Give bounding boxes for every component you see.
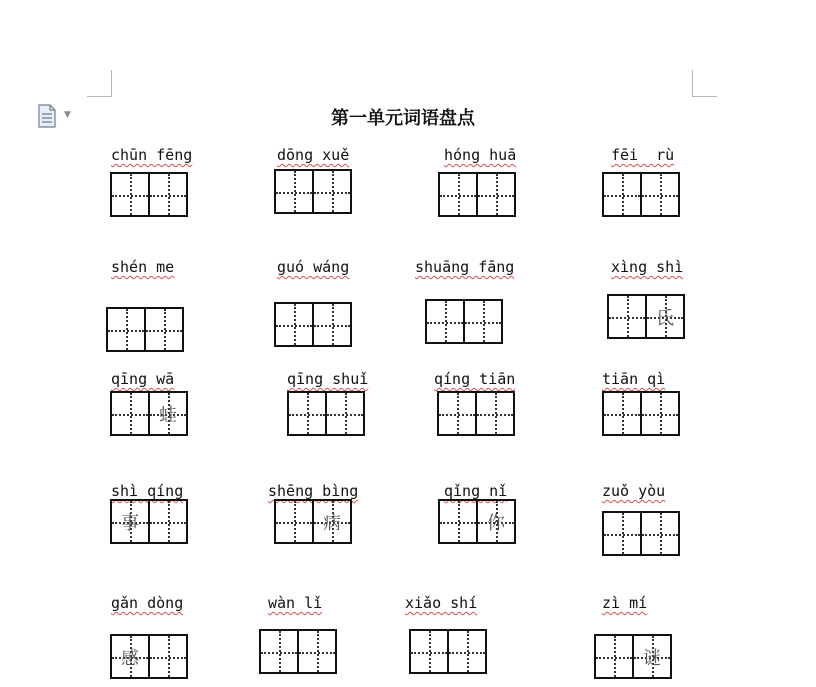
tian-ge-cell[interactable] (440, 501, 476, 542)
pinyin-label: shuāng fāng (415, 258, 515, 276)
writing-grid[interactable] (594, 634, 672, 679)
tian-ge-cell[interactable] (440, 174, 476, 215)
tian-ge-cell[interactable] (427, 301, 463, 342)
pinyin-label: qíng tiān (434, 370, 516, 388)
pinyin-label: zì mí (602, 594, 648, 612)
tian-ge-cell[interactable] (596, 636, 632, 677)
pinyin-label: hóng huā (444, 146, 517, 164)
page-title: 第一单元词语盘点 (331, 108, 475, 129)
tian-ge-cell[interactable] (289, 393, 325, 434)
page-corner-mark-right (692, 70, 717, 97)
tian-ge-cell[interactable] (148, 174, 186, 215)
page-corner-mark-left (87, 70, 112, 97)
tian-ge-cell[interactable] (475, 393, 513, 434)
writing-grid[interactable] (110, 391, 188, 436)
tian-ge-cell[interactable] (312, 171, 350, 212)
tian-ge-cell[interactable] (604, 513, 640, 554)
writing-grid[interactable] (409, 629, 487, 674)
tian-ge-cell[interactable] (112, 501, 148, 542)
filled-character: 事 (121, 512, 139, 534)
filled-character: 感 (121, 647, 139, 669)
filled-character: 氏 (656, 307, 674, 329)
pinyin-label: guó wáng (277, 258, 350, 276)
pinyin-label: qīng wā (111, 370, 175, 388)
tian-ge-cell[interactable] (325, 393, 363, 434)
writing-grid[interactable] (438, 172, 516, 217)
filled-character: 病 (323, 512, 341, 534)
tian-ge-cell[interactable] (447, 631, 485, 672)
tian-ge-cell[interactable] (276, 171, 312, 212)
tian-ge-cell[interactable] (640, 393, 678, 434)
tian-ge-cell[interactable] (112, 174, 148, 215)
pinyin-label: qǐng nǐ (444, 482, 508, 500)
tian-ge-cell[interactable] (276, 501, 312, 542)
pinyin-label: shì qíng (111, 482, 184, 500)
writing-grid[interactable] (110, 499, 188, 544)
writing-grid[interactable] (106, 307, 184, 352)
writing-grid[interactable] (259, 629, 337, 674)
writing-grid[interactable] (437, 391, 515, 436)
writing-grid[interactable] (438, 499, 516, 544)
tian-ge-cell[interactable] (604, 174, 640, 215)
pinyin-label: dōng xuě (277, 146, 350, 164)
pinyin-label: shén me (111, 258, 175, 276)
pinyin-label: xìng shì (611, 258, 684, 276)
writing-grid[interactable] (602, 391, 680, 436)
tian-ge-cell[interactable] (640, 513, 678, 554)
tian-ge-cell[interactable] (144, 309, 182, 350)
pinyin-label: gǎn dòng (111, 594, 184, 612)
writing-grid[interactable] (274, 302, 352, 347)
pinyin-label: wàn lǐ (268, 594, 323, 612)
pinyin-label: zuǒ yòu (602, 482, 666, 500)
pinyin-label: qīng shuǐ (287, 370, 369, 388)
tian-ge-cell[interactable] (276, 304, 312, 345)
tian-ge-cell[interactable] (148, 501, 186, 542)
writing-grid[interactable] (425, 299, 503, 344)
tian-ge-cell[interactable] (108, 309, 144, 350)
tian-ge-cell[interactable] (476, 501, 514, 542)
tian-ge-cell[interactable] (148, 636, 186, 677)
tian-ge-cell[interactable] (112, 636, 148, 677)
tian-ge-cell[interactable] (112, 393, 148, 434)
tian-ge-cell[interactable] (297, 631, 335, 672)
writing-grid[interactable] (287, 391, 365, 436)
tian-ge-cell[interactable] (632, 636, 670, 677)
filled-character: 你 (487, 512, 505, 534)
tian-ge-cell[interactable] (609, 296, 645, 337)
tian-ge-cell[interactable] (640, 174, 678, 215)
pinyin-label: fēi rù (611, 146, 675, 164)
filled-character: 谜 (643, 647, 661, 669)
writing-grid[interactable] (274, 169, 352, 214)
tian-ge-cell[interactable] (261, 631, 297, 672)
tian-ge-cell[interactable] (148, 393, 186, 434)
tian-ge-cell[interactable] (411, 631, 447, 672)
tian-ge-cell[interactable] (476, 174, 514, 215)
chevron-down-icon[interactable]: ▼ (64, 110, 71, 120)
tian-ge-cell[interactable] (439, 393, 475, 434)
writing-grid[interactable] (110, 634, 188, 679)
tian-ge-cell[interactable] (463, 301, 501, 342)
pinyin-label: tiān qì (602, 370, 666, 388)
tian-ge-cell[interactable] (645, 296, 683, 337)
pinyin-label: shēng bìng (268, 482, 359, 500)
tian-ge-cell[interactable] (604, 393, 640, 434)
writing-grid[interactable] (607, 294, 685, 339)
writing-grid[interactable] (274, 499, 352, 544)
tian-ge-cell[interactable] (312, 501, 350, 542)
filled-character: 蛙 (159, 404, 177, 426)
pinyin-label: chūn fēng (111, 146, 193, 164)
writing-grid[interactable] (110, 172, 188, 217)
tian-ge-cell[interactable] (312, 304, 350, 345)
pinyin-label: xiǎo shí (405, 594, 478, 612)
writing-grid[interactable] (602, 172, 680, 217)
writing-grid[interactable] (602, 511, 680, 556)
